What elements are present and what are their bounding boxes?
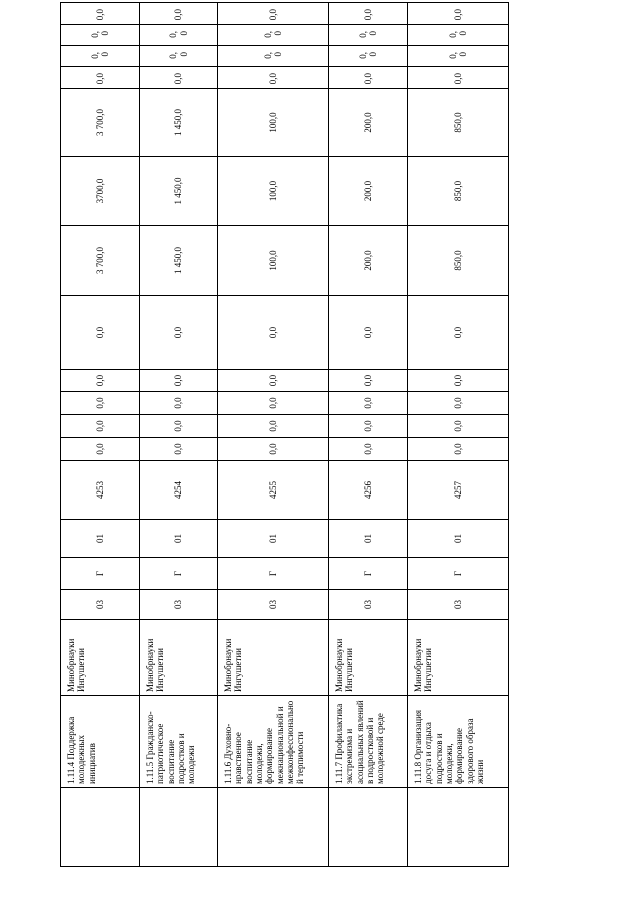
value-cell: 0,0: [61, 3, 140, 25]
amount-cell: 100,0: [218, 157, 329, 226]
code-section-cell: 03: [408, 590, 509, 620]
empty-cell: [329, 788, 408, 867]
value-cell: 0,0: [329, 25, 408, 46]
executor-cell: Минобрнауки Ингушетии: [218, 620, 329, 696]
code-target-cell: 4253: [61, 461, 140, 520]
value-cell: 0,0: [329, 415, 408, 438]
value-cell: 0,0: [61, 67, 140, 89]
value-cell: 0,0: [329, 46, 408, 67]
value-cell: 0,0: [329, 370, 408, 392]
code-subprogram-cell: Г: [140, 558, 218, 590]
value-cell: 0,0: [329, 296, 408, 370]
value-cell: 0,0: [329, 67, 408, 89]
code-target-cell: 4256: [329, 461, 408, 520]
amount-cell: 200,0: [329, 157, 408, 226]
measure-name-cell: 1.11.4 Поддержка молодежных инициатив: [61, 696, 140, 788]
measure-name-cell: 1.11.6 Духовно-нравственное воспитание молодежи, формирование межнациональной и межконфессиональной терпимости: [218, 696, 329, 788]
executor-cell: Минобрнауки Ингушетии: [329, 620, 408, 696]
amount-cell: 850,0: [408, 89, 509, 157]
executor-cell: Минобрнауки Ингушетии: [408, 620, 509, 696]
value-cell: 0,0: [408, 3, 509, 25]
value-cell: 0,0: [140, 25, 218, 46]
value-cell: 0,0: [408, 370, 509, 392]
code-group-cell: 01: [61, 520, 140, 558]
measure-name-cell: 1.11.8 Организация досуга и отдыха подростков и молодежи, формирование здорового образа жизни: [408, 696, 509, 788]
value-cell: 0,0: [218, 25, 329, 46]
value-cell: 0,0: [140, 392, 218, 415]
value-cell: 0,0: [329, 438, 408, 461]
code-subprogram-cell: Г: [218, 558, 329, 590]
amount-cell: 850,0: [408, 226, 509, 296]
empty-cell: [408, 788, 509, 867]
code-target-cell: 4257: [408, 461, 509, 520]
value-cell: 0,0: [218, 3, 329, 25]
code-group-cell: 01: [140, 520, 218, 558]
value-cell: 0,0: [408, 392, 509, 415]
budget-table: [60, 2, 509, 867]
amount-cell: 200,0: [329, 89, 408, 157]
code-target-cell: 4254: [140, 461, 218, 520]
value-cell: 0,0: [408, 438, 509, 461]
code-subprogram-cell: Г: [408, 558, 509, 590]
value-cell: 0,0: [140, 415, 218, 438]
code-group-cell: 01: [329, 520, 408, 558]
value-cell: 0,0: [218, 67, 329, 89]
amount-cell: 850,0: [408, 157, 509, 226]
code-group-cell: 01: [408, 520, 509, 558]
value-cell: 0,0: [140, 296, 218, 370]
code-section-cell: 03: [61, 590, 140, 620]
empty-cell: [218, 788, 329, 867]
code-target-cell: 4255: [218, 461, 329, 520]
value-cell: 0,0: [140, 438, 218, 461]
value-cell: 0,0: [408, 415, 509, 438]
amount-cell: 1 450,0: [140, 89, 218, 157]
measure-name-cell: 1.11.7 Профилактика экстремизма и асоциальных явлений в подростковой и молодежной среде: [329, 696, 408, 788]
value-cell: 0,0: [61, 370, 140, 392]
amount-cell: 100,0: [218, 226, 329, 296]
value-cell: 0,0: [218, 46, 329, 67]
value-cell: 0,0: [218, 392, 329, 415]
table-row: [140, 3, 218, 867]
value-cell: 0,0: [140, 46, 218, 67]
value-cell: 0,0: [408, 67, 509, 89]
executor-cell: Минобрнауки Ингушетии: [61, 620, 140, 696]
rotated-table-wrapper: [60, 9, 508, 867]
code-section-cell: 03: [329, 590, 408, 620]
amount-cell: 3 700,0: [61, 89, 140, 157]
executor-cell: Минобрнауки Ингушетии: [140, 620, 218, 696]
value-cell: 0,0: [61, 296, 140, 370]
empty-cell: [61, 788, 140, 867]
value-cell: 0,0: [218, 296, 329, 370]
code-section-cell: 03: [218, 590, 329, 620]
code-group-cell: 01: [218, 520, 329, 558]
value-cell: 0,0: [140, 370, 218, 392]
value-cell: 0,0: [329, 3, 408, 25]
value-cell: 0,0: [329, 392, 408, 415]
amount-cell: 1 450,0: [140, 157, 218, 226]
value-cell: 0,0: [61, 438, 140, 461]
value-cell: 0,0: [61, 46, 140, 67]
empty-cell: [140, 788, 218, 867]
value-cell: 0,0: [61, 415, 140, 438]
value-cell: 0,0: [61, 392, 140, 415]
amount-cell: 3700,0: [61, 157, 140, 226]
value-cell: 0,0: [218, 370, 329, 392]
value-cell: 0,0: [408, 296, 509, 370]
value-cell: 0,0: [408, 46, 509, 67]
value-cell: 0,0: [140, 67, 218, 89]
value-cell: 0,0: [61, 25, 140, 46]
table-row: [408, 3, 509, 867]
measure-name-cell: 1.11.5 Гражданско-патриотическое воспитание подростков и молодежи: [140, 696, 218, 788]
amount-cell: 1 450,0: [140, 226, 218, 296]
table-row: [218, 3, 329, 867]
code-subprogram-cell: Г: [329, 558, 408, 590]
table-row: [61, 3, 140, 867]
value-cell: 0,0: [218, 438, 329, 461]
code-subprogram-cell: Г: [61, 558, 140, 590]
code-section-cell: 03: [140, 590, 218, 620]
amount-cell: 200,0: [329, 226, 408, 296]
value-cell: 0,0: [408, 25, 509, 46]
table-body: [61, 3, 509, 867]
table-row: [329, 3, 408, 867]
amount-cell: 100,0: [218, 89, 329, 157]
value-cell: 0,0: [140, 3, 218, 25]
value-cell: 0,0: [218, 415, 329, 438]
amount-cell: 3 700,0: [61, 226, 140, 296]
